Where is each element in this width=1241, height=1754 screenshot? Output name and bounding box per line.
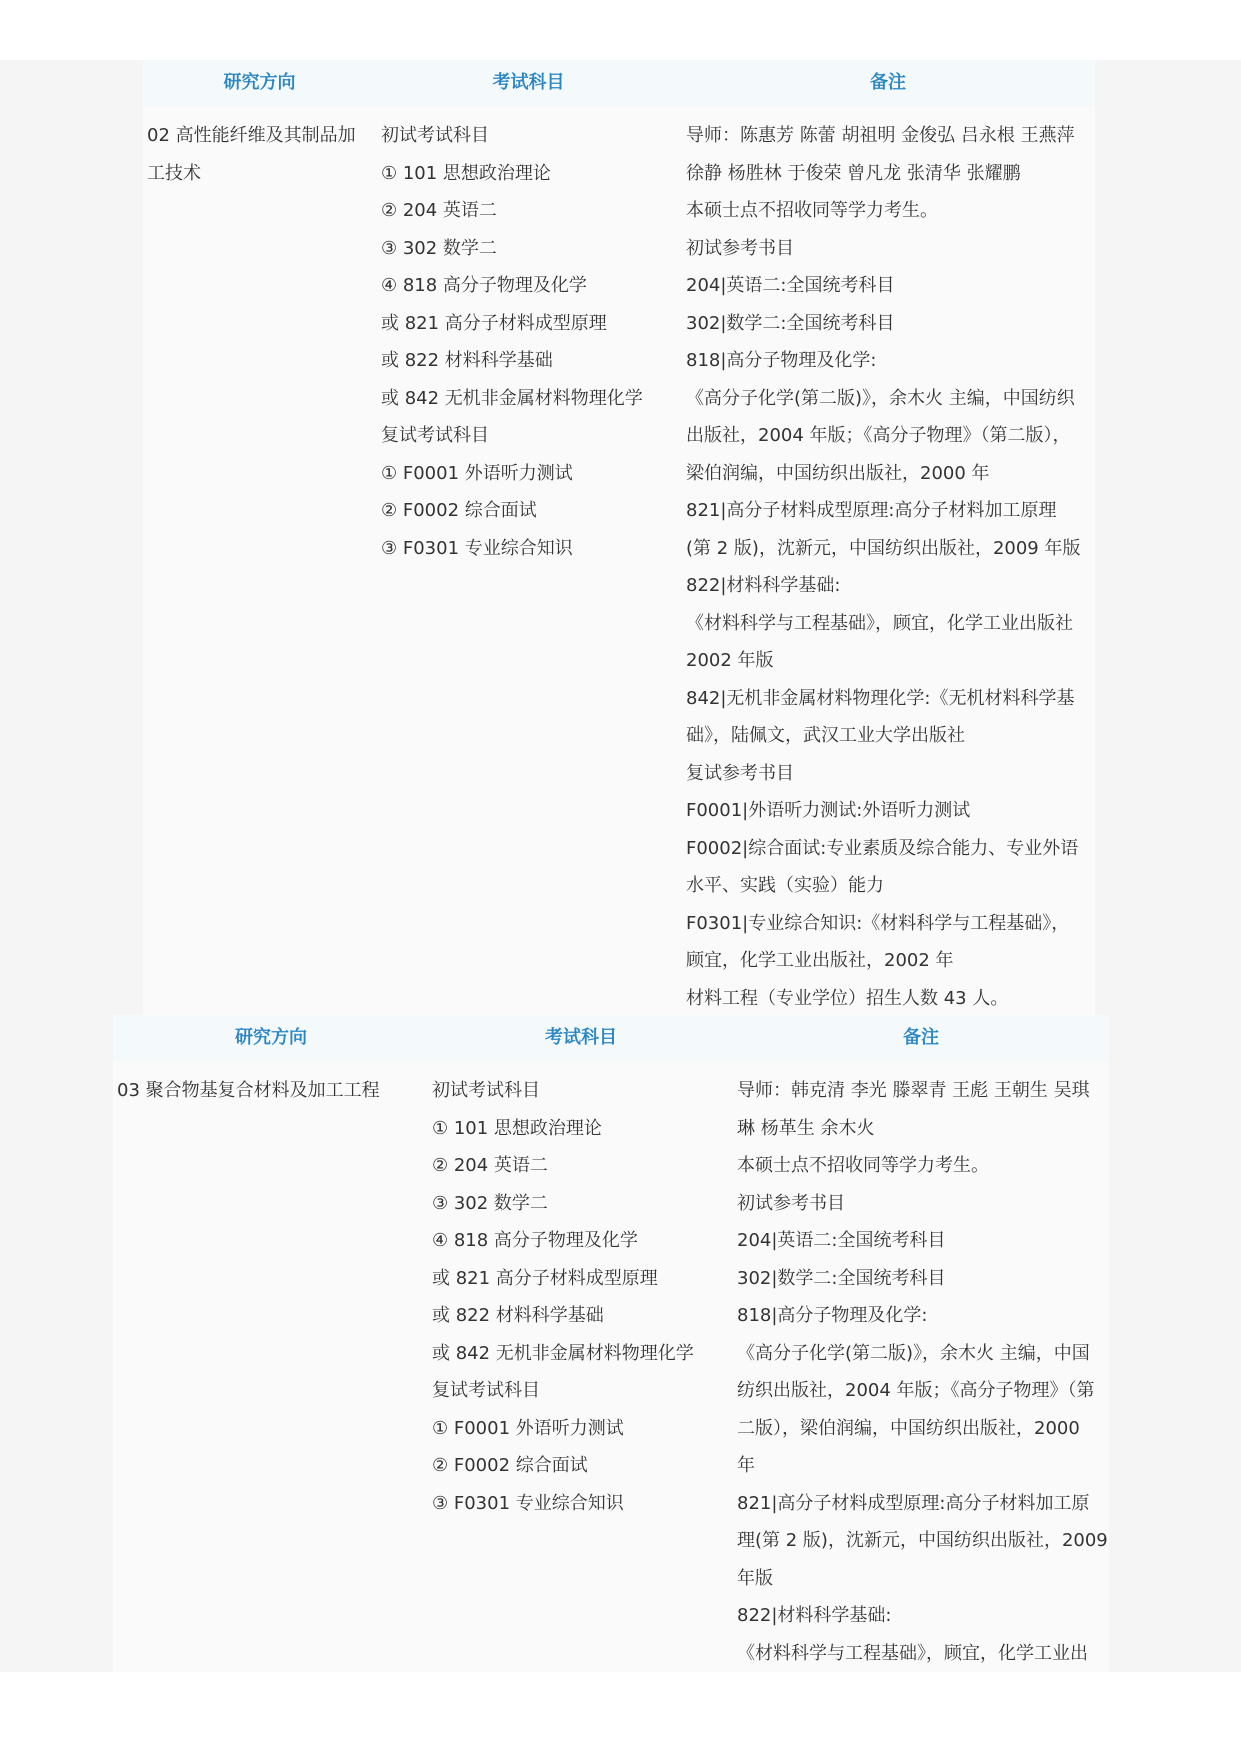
text-line: 818|高分子物理及化学: bbox=[686, 350, 877, 371]
text-line: 初试参考书目 bbox=[737, 1192, 845, 1214]
text-line: 理(第 2 版)，沈新元，中国纺织出版社，2009 bbox=[737, 1530, 1108, 1551]
text-line: 徐静 杨胜林 于俊荣 曾凡龙 张清华 张耀鹏 bbox=[686, 162, 1021, 184]
text-line: F0002|综合面试:专业素质及综合能力、专业外语 bbox=[686, 837, 1079, 859]
header-remarks: 备注 bbox=[903, 1027, 939, 1048]
direction-cell bbox=[117, 1072, 380, 1110]
text-line: 或 821 高分子材料成型原理 bbox=[432, 1267, 658, 1289]
text-line: 或 842 无机非金属材料物理化学 bbox=[381, 387, 643, 409]
header-direction: 研究方向 bbox=[235, 1027, 307, 1048]
text-line: 出版社，2004 年版；《高分子物理》（第二版）， bbox=[686, 425, 1071, 446]
text-line: 础》，陆佩文，武汉工业大学出版社 bbox=[686, 725, 965, 746]
text-line: F0301|专业综合知识:《材料科学与工程基础》， bbox=[686, 912, 1070, 934]
text-line: 初试考试科目 bbox=[432, 1080, 540, 1101]
remarks-cell bbox=[686, 117, 1080, 1017]
text-line: 初试考试科目 bbox=[381, 125, 489, 146]
subjects-cell bbox=[432, 1072, 694, 1522]
text-line: ③ F0301 专业综合知识 bbox=[432, 1492, 624, 1514]
text-line: ④ 818 高分子物理及化学 bbox=[432, 1230, 638, 1251]
program-table-03 bbox=[113, 1015, 1109, 1672]
table-header bbox=[113, 1015, 1109, 1061]
text-line: 水平、实践（实验）能力 bbox=[686, 875, 884, 896]
text-line: 或 842 无机非金属材料物理化学 bbox=[432, 1342, 694, 1364]
text-line: 821|高分子材料成型原理:高分子材料加工原 bbox=[737, 1492, 1090, 1514]
header-remarks: 备注 bbox=[870, 72, 906, 93]
text-line: 02 高性能纤维及其制品加 bbox=[147, 125, 356, 146]
text-line: ① 101 思想政治理论 bbox=[381, 162, 551, 184]
text-line: 《材料科学与工程基础》，顾宜，化学工业出版社 bbox=[686, 612, 1073, 634]
text-line: 或 822 材料科学基础 bbox=[381, 350, 553, 371]
text-line: 顾宜，化学工业出版社，2002 年 bbox=[686, 950, 954, 971]
text-line: 818|高分子物理及化学: bbox=[737, 1305, 928, 1326]
text-line: 204|英语二:全国统考科目 bbox=[737, 1230, 946, 1251]
text-line: 或 822 材料科学基础 bbox=[432, 1305, 604, 1326]
text-line: 复试考试科目 bbox=[432, 1380, 540, 1401]
text-line: 二版），梁伯润编，中国纺织出版社，2000 bbox=[737, 1417, 1080, 1439]
text-line: ③ 302 数学二 bbox=[381, 237, 497, 259]
text-line: 复试参考书目 bbox=[686, 762, 794, 784]
text-line: 纺织出版社，2004 年版；《高分子物理》（第 bbox=[737, 1380, 1095, 1401]
text-line: 或 821 高分子材料成型原理 bbox=[381, 312, 607, 334]
text-line: 《高分子化学(第二版)》，余木火 主编，中国 bbox=[737, 1342, 1090, 1364]
text-line: 梁伯润编，中国纺织出版社，2000 年 bbox=[686, 462, 990, 484]
text-line: (第 2 版)，沈新元，中国纺织出版社，2009 年版 bbox=[686, 537, 1081, 559]
header-direction: 研究方向 bbox=[223, 72, 296, 93]
text-line: 导师：韩克清 李光 滕翠青 王彪 王朝生 吴琪 bbox=[737, 1080, 1090, 1101]
text-line: ① F0001 外语听力测试 bbox=[432, 1417, 624, 1439]
text-line: 302|数学二:全国统考科目 bbox=[737, 1267, 946, 1289]
text-line: 204|英语二:全国统考科目 bbox=[686, 275, 895, 296]
text-line: ① 101 思想政治理论 bbox=[432, 1117, 602, 1139]
text-line: 03 聚合物基复合材料及加工工程 bbox=[117, 1080, 380, 1101]
text-line: 本硕士点不招收同等学力考生。 bbox=[686, 200, 938, 221]
text-line: 《材料科学与工程基础》，顾宜，化学工业出 bbox=[737, 1642, 1088, 1664]
text-line: ② F0002 综合面试 bbox=[432, 1455, 588, 1476]
text-line: 842|无机非金属材料物理化学:《无机材料科学基 bbox=[686, 687, 1075, 709]
text-line: 琳 杨革生 余木火 bbox=[737, 1117, 875, 1139]
text-line: ① F0001 外语听力测试 bbox=[381, 462, 573, 484]
subjects-cell bbox=[381, 117, 643, 567]
text-line: 302|数学二:全国统考科目 bbox=[686, 312, 895, 334]
text-line: 2002 年版 bbox=[686, 650, 774, 671]
header-subjects: 考试科目 bbox=[492, 72, 565, 93]
text-line: ② F0002 综合面试 bbox=[381, 500, 537, 521]
text-line: 工技术 bbox=[147, 162, 201, 184]
text-line: ③ 302 数学二 bbox=[432, 1192, 548, 1214]
direction-cell bbox=[147, 117, 356, 192]
text-line: 材料工程（专业学位）招生人数 43 人。 bbox=[686, 987, 1009, 1009]
text-line: 导师：陈惠芳 陈蕾 胡祖明 金俊弘 吕永根 王燕萍 bbox=[686, 125, 1075, 146]
text-line: 复试考试科目 bbox=[381, 425, 489, 446]
text-line: 《高分子化学(第二版)》，余木火 主编，中国纺织 bbox=[686, 387, 1075, 409]
text-line: 本硕士点不招收同等学力考生。 bbox=[737, 1155, 989, 1176]
text-line: 822|材料科学基础: bbox=[686, 575, 841, 596]
text-line: 821|高分子材料成型原理:高分子材料加工原理 bbox=[686, 500, 1057, 521]
text-line: ④ 818 高分子物理及化学 bbox=[381, 275, 587, 296]
text-line: ② 204 英语二 bbox=[381, 200, 497, 221]
text-line: 年版 bbox=[737, 1567, 773, 1589]
text-line: F0001|外语听力测试:外语听力测试 bbox=[686, 800, 971, 821]
remarks-cell bbox=[737, 1072, 1108, 1672]
program-table-02 bbox=[143, 60, 1095, 1015]
table-header bbox=[143, 60, 1095, 106]
text-line: ③ F0301 专业综合知识 bbox=[381, 537, 573, 559]
text-line: ② 204 英语二 bbox=[432, 1155, 548, 1176]
text-line: 年 bbox=[737, 1455, 755, 1476]
text-line: 初试参考书目 bbox=[686, 237, 794, 259]
text-line: 822|材料科学基础: bbox=[737, 1605, 892, 1626]
header-subjects: 考试科目 bbox=[545, 1027, 617, 1048]
